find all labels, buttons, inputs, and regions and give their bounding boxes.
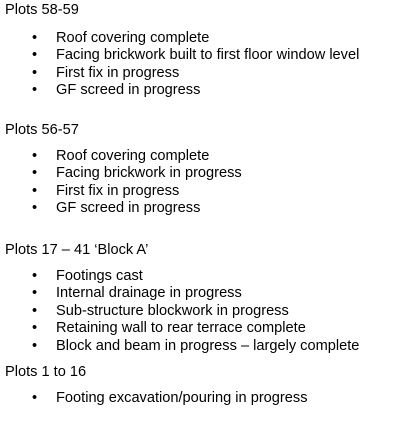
list-item [5,338,359,355]
list-item [5,303,359,320]
bullet-icon: • [32,302,38,319]
bullet-list [5,268,359,355]
bullet-icon: • [32,285,38,302]
bullet-icon: • [32,200,38,217]
list-item [5,65,359,82]
list-item-text: Roof covering complete [56,148,210,164]
list-item-text: Block and beam in progress – largely complete [56,337,360,354]
list-item [5,268,359,285]
list-item [5,200,242,217]
list-item-text: Internal drainage in progress [56,285,242,302]
bullet-icon: • [32,268,38,284]
section-plots-58-59 [5,2,403,99]
list-item [5,390,308,407]
section-heading: Plots 17 – 41 ‘Block A’ [5,242,149,258]
list-item-text: Facing brickwork built to first floor window level [56,47,360,64]
bullet-icon: • [32,165,38,182]
list-item-text: Footing excavation/pouring in progress [56,390,308,406]
bullet-icon: • [32,47,38,64]
bullet-list [5,148,242,218]
bullet-icon: • [32,320,38,337]
bullet-list [5,30,359,100]
list-item-text: First fix in progress [56,182,180,199]
section-heading: Plots 1 to 16 [5,364,87,380]
section-plots-1-16 [5,364,403,406]
bullet-icon: • [32,30,38,46]
section-plots-56-57 [5,122,403,217]
list-item [5,148,242,165]
section-heading: Plots 58-59 [5,2,79,18]
list-item-text: Footings cast [56,268,143,284]
list-item-text: First fix in progress [56,64,180,81]
list-item [5,183,242,200]
list-item-text: GF screed in progress [56,82,201,99]
bullet-icon: • [32,64,38,81]
list-item-text: Facing brickwork in progress [56,165,242,182]
list-item-text: Retaining wall to rear terrace complete [56,320,306,337]
list-item [5,30,359,47]
bullet-icon: • [32,182,38,199]
bullet-icon: • [32,390,38,406]
bullet-list [5,390,308,407]
section-heading: Plots 56-57 [5,122,79,138]
list-item-text: Sub-structure blockwork in progress [56,302,289,319]
list-item [5,82,359,99]
bullet-icon: • [32,337,38,354]
bullet-icon: • [32,148,38,164]
list-item [5,285,359,302]
list-item-text: Roof covering complete [56,30,210,46]
section-plots-17-41-block-a [5,242,403,354]
list-item-text: GF screed in progress [56,200,201,217]
bullet-icon: • [32,82,38,99]
list-item [5,47,359,64]
list-item [5,165,242,182]
list-item [5,320,359,337]
